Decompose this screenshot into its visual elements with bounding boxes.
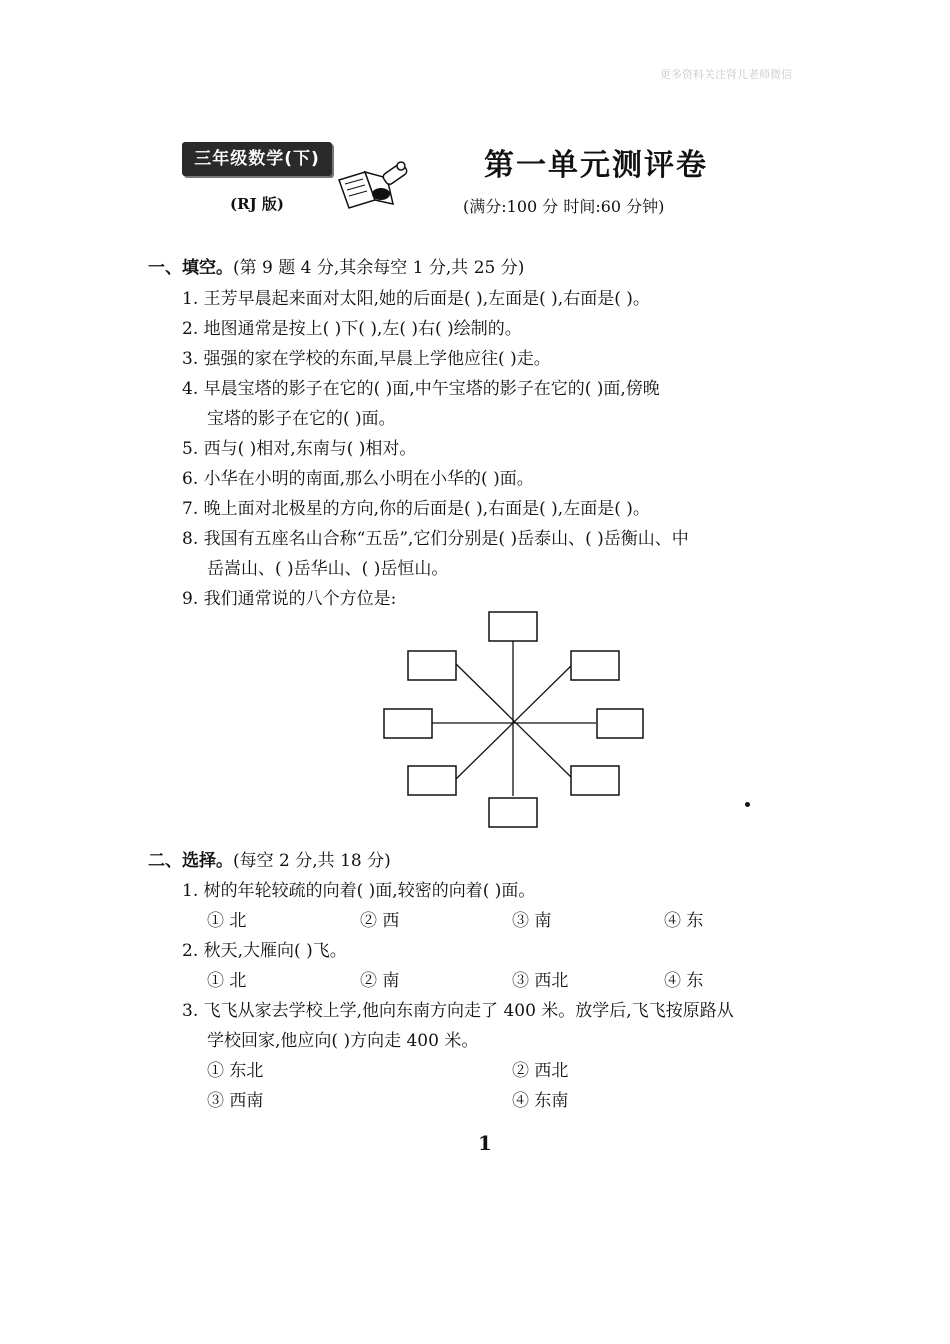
choice-question-3-continued: 学校回家,他应向( )方向走 400 米。 (207, 1031, 479, 1051)
question-number: 2. (182, 941, 199, 961)
fill-question-7 (182, 494, 650, 519)
fill-question-5 (182, 434, 416, 459)
question-number: 2. (182, 319, 199, 339)
option-a: ① 北 (207, 971, 247, 991)
choice-question-2 (182, 936, 347, 961)
fill-question-9 (182, 584, 396, 609)
option-c: ③ 西北 (512, 971, 569, 991)
fill-question-3 (182, 344, 551, 369)
answer-box-northeast (571, 651, 619, 680)
answer-box-southwest (408, 766, 456, 795)
question-number: 1. (182, 881, 199, 901)
question-number: 8. (182, 529, 199, 549)
edition-label: (RJ 版) (230, 195, 284, 213)
fill-question-4 (182, 374, 660, 399)
fill-question-1 (182, 284, 650, 309)
question-text: 小华在小明的南面,那么小明在小华的( )面。 (203, 469, 534, 489)
option-d: ④ 东 (664, 971, 704, 991)
fill-question-6 (182, 464, 534, 489)
question-number: 3. (182, 1001, 199, 1021)
page-number: 1 (478, 1131, 492, 1155)
answer-box-east (597, 709, 643, 738)
fill-question-8 (182, 524, 689, 549)
page-title: 第一单元测评卷 (484, 148, 708, 183)
book-icon (335, 160, 417, 212)
option-b: ② 西 (360, 911, 400, 931)
question-text: 树的年轮较疏的向着( )面,较密的向着( )面。 (203, 881, 536, 901)
question-number: 6. (182, 469, 199, 489)
question-text: 强强的家在学校的东面,早晨上学他应往( )走。 (203, 349, 551, 369)
option-c: ③ 西南 (207, 1091, 264, 1111)
option-a: ① 东北 (207, 1061, 264, 1081)
option-b: ② 南 (360, 971, 400, 991)
section-2-note: (每空 2 分,共 18 分) (233, 851, 391, 871)
section-2-header (148, 846, 391, 871)
question-text: 秋天,大雁向( )飞。 (203, 941, 347, 961)
answer-box-southeast (571, 766, 619, 795)
option-a: ① 北 (207, 911, 247, 931)
question-text: 我们通常说的八个方位是: (203, 589, 397, 609)
question-text: 地图通常是按上( )下( ),左( )右( )绘制的。 (203, 319, 522, 339)
question-text: 飞飞从家去学校上学,他向东南方向走了 400 米。放学后,飞飞按原路从 (203, 1001, 734, 1021)
ink-speck (745, 802, 750, 807)
question-text: 王芳早晨起来面对太阳,她的后面是( ),左面是( ),右面是( )。 (203, 289, 650, 309)
question-number: 3. (182, 349, 199, 369)
option-c: ③ 南 (512, 911, 552, 931)
answer-box-north (489, 612, 537, 641)
option-b: ② 西北 (512, 1061, 569, 1081)
question-text: 早晨宝塔的影子在它的( )面,中午宝塔的影子在它的( )面,傍晚 (203, 379, 660, 399)
choice-question-3 (182, 996, 734, 1021)
watermark: 更多资料关注肾儿老师微信 (660, 68, 792, 81)
section-1-note: (第 9 题 4 分,其余每空 1 分,共 25 分) (233, 258, 525, 278)
answer-box-west (384, 709, 432, 738)
question-number: 9. (182, 589, 199, 609)
fill-question-2 (182, 314, 522, 339)
fill-question-8-continued: 岳嵩山、( )岳华山、( )岳恒山。 (207, 559, 449, 579)
exam-meta: (满分:100 分 时间:60 分钟) (463, 197, 665, 216)
question-number: 7. (182, 499, 199, 519)
choice-question-1 (182, 876, 535, 901)
section-1-header (148, 253, 524, 278)
question-text: 我国有五座名山合称“五岳”,它们分别是( )岳泰山、( )岳衡山、中 (203, 529, 689, 549)
question-text: 晚上面对北极星的方向,你的后面是( ),右面是( ),左面是( )。 (203, 499, 650, 519)
option-d: ④ 东南 (512, 1091, 569, 1111)
eight-directions-diagram (380, 608, 648, 838)
fill-question-4-continued: 宝塔的影子在它的( )面。 (207, 409, 396, 429)
question-number: 5. (182, 439, 199, 459)
section-1-title: 一、填空。 (148, 258, 233, 278)
answer-box-northwest (408, 651, 456, 680)
section-2-title: 二、选择。 (148, 851, 233, 871)
question-text: 西与( )相对,东南与( )相对。 (203, 439, 417, 459)
grade-badge: 三年级数学(下) (182, 142, 332, 176)
question-number: 4. (182, 379, 199, 399)
question-number: 1. (182, 289, 199, 309)
answer-box-south (489, 798, 537, 827)
option-d: ④ 东 (664, 911, 704, 931)
